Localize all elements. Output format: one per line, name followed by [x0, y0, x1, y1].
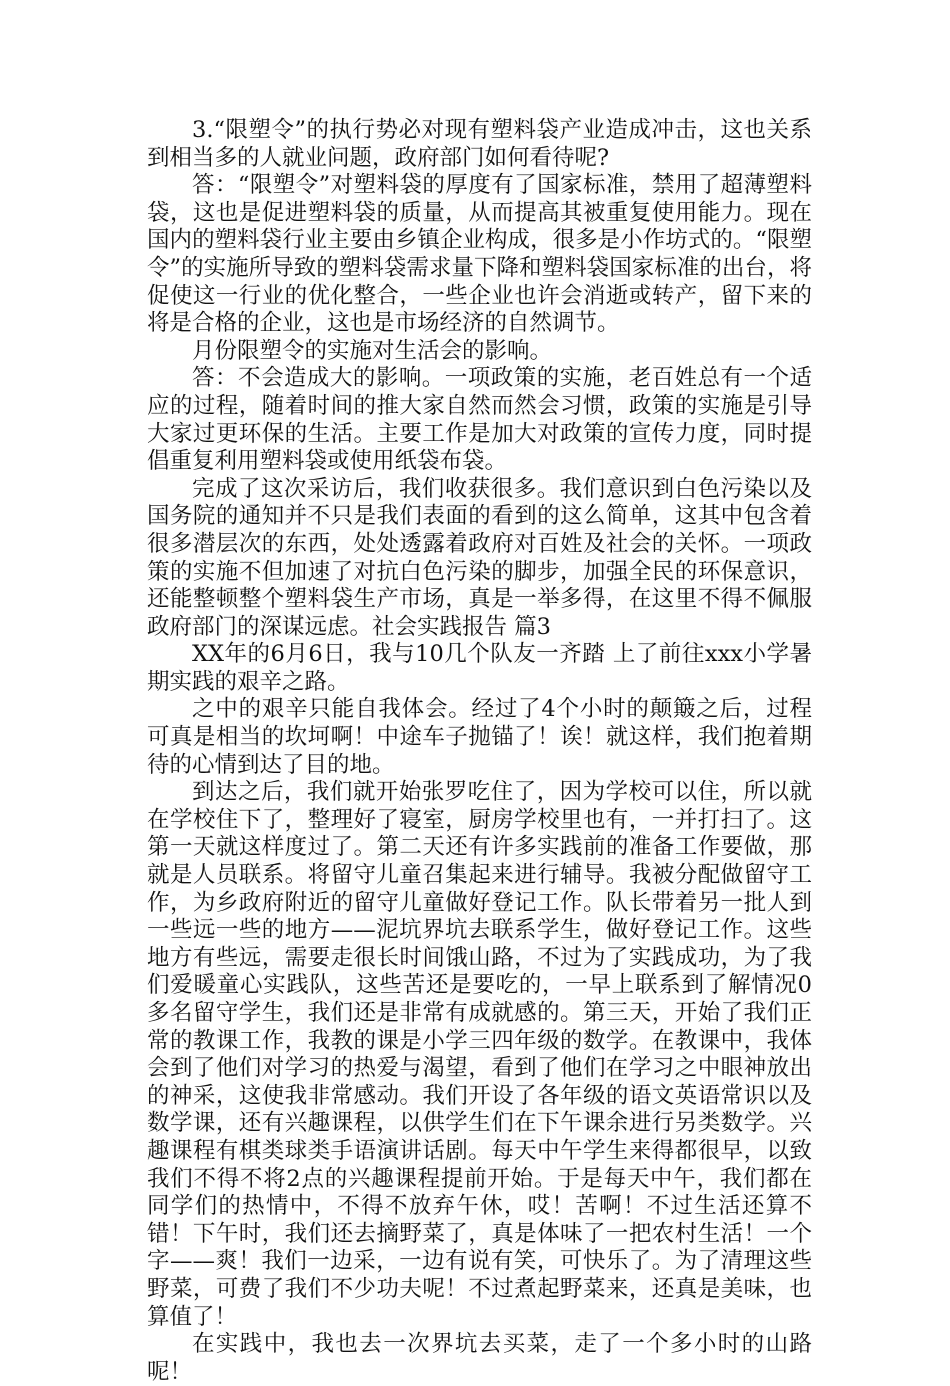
paragraph-practice: 在实践中，我也去一次界坑去买菜，走了一个多小时的山路呢！: [147, 1331, 812, 1385]
paragraph-report3-intro: XX年的6月6日，我与10几个队友一齐踏 上了前往xxx小学暑期实践的艰辛之路。: [147, 641, 812, 695]
paragraph-journey: 之中的艰辛只能自我体会。经过了4个小时的颠簸之后，过程可真是相当的坎坷啊！中途车子抛锚了！诶！就这样，我们抱着期待的心情到达了目的地。: [147, 696, 812, 778]
paragraph-arrival: 到达之后，我们就开始张罗吃住了，因为学校可以住，所以就在学校住下了，整理好了寝室，厨房学校里也有，一并打扫了。这第一天就这样度过了。第二天还有许多实践前的准备工作要做，那就是人员联系。将留守儿童召集起来进行辅导。我被分配做留守工作，为乡政府附近的留守儿童做好登记工作。队长带着另一批人到一些远一些的地方——泥坑界坑去联系学生，做好登记工作。这些地方有些远，需要走很长时间饿山路，不过为了实践成功，为了我们爱暖童心实践队，这些苦还是要吃的，一早上联系到了解情况0多名留守学生，我们还是非常有成就感的。第三天，开始了我们正常的教课工作，我教的课是小学三四年级的数学。在教课中，我体会到了他们对学习的热爱与渴望，看到了他们在学习之中眼神放出的神采，这使我非常感动。我们开设了各年级的语文英语常识以及数学课，还有兴趣课程，以供学生们在下午课余进行另类数学。兴趣课程有棋类球类手语演讲话剧。每天中午学生来得都很早，以致我们不得不将2点的兴趣课程提前开始。于是每天中午，我们都在同学们的热情中，不得不放弃午休，哎！苦啊！不过生活还算不错！下午时，我们还去摘野菜了，真是体味了一把农村生活！一个字——爽！我们一边采，一边有说有笑，可快乐了。为了清理这些野菜，可费了我们不少功夫呢！不过煮起野菜来，还真是美味，也算值了！: [147, 779, 812, 1330]
document-body: [147, 117, 812, 1386]
paragraph-interview-summary: 完成了这次采访后，我们收获很多。我们意识到白色污染以及国务院的通知并不只是我们表面的看到的这么简单，这其中包含着很多潜层次的东西，处处透露着政府对百姓及社会的关怀。一项政策的实施不但加速了对抗白色污染的脚步，加强全民的环保意识，还能整顿整个塑料袋生产市场，真是一举多得，在这里不得不佩服政府部门的深谋远虑。社会实践报告 篇3: [147, 475, 812, 640]
paragraph-question-3: 3.“限塑令”的执行势必对现有塑料袋产业造成冲击，这也关系到相当多的人就业问题，政府部门如何看待呢?: [147, 117, 812, 171]
paragraph-answer-3: 答：“限塑令”对塑料袋的厚度有了国家标准，禁用了超薄塑料袋，这也是促进塑料袋的质量，从而提高其被重复使用能力。现在国内的塑料袋行业主要由乡镇企业构成，很多是小作坊式的。“限塑令”的实施所导致的塑料袋需求量下降和塑料袋国家标准的出台，将促使这一行业的优化整合，一些企业也许会消逝或转产，留下来的将是合格的企业，这也是市场经济的自然调节。: [147, 172, 812, 337]
paragraph-answer-4: 答：不会造成大的影响。一项政策的实施，老百姓总有一个适应的过程，随着时间的推大家自然而然会习惯，政策的实施是引导大家过更环保的生活。主要工作是加大对政策的宣传力度，同时提倡重复利用塑料袋或使用纸袋布袋。: [147, 365, 812, 475]
paragraph-question-4: 月份限塑令的实施对生活会的影响。: [192, 337, 553, 364]
